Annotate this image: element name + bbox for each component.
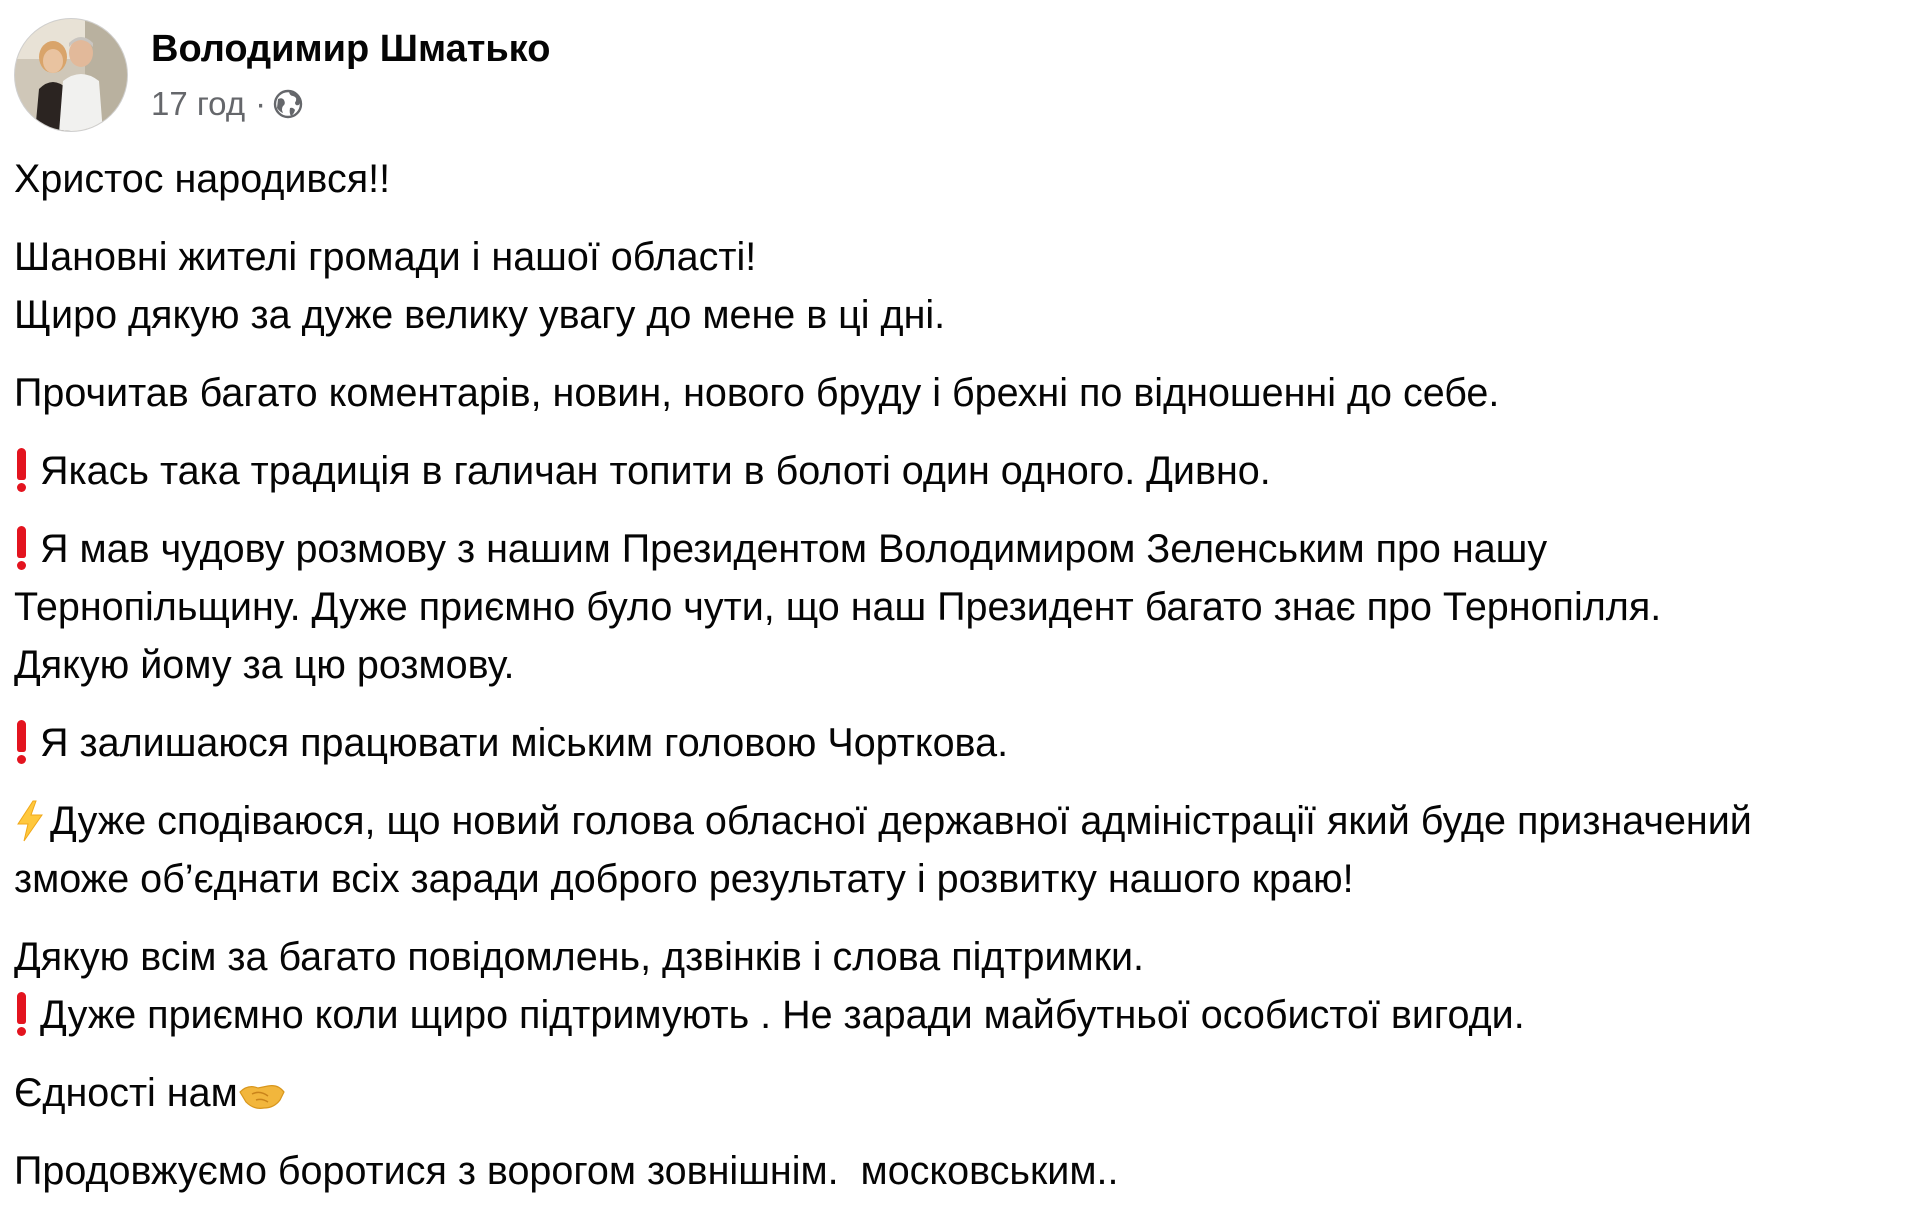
post-paragraph: [14, 442, 1914, 500]
post-text-line: Дякую всім за багато повідомлень, дзвінків і слова підтримки.: [14, 935, 1145, 979]
post-text-line: Дякую йому за цю розмову.: [14, 643, 515, 687]
exclamation-icon: [14, 448, 28, 492]
avatar-photo: [15, 19, 128, 132]
post-text-line-with-emoji: [14, 714, 1914, 772]
lightning-icon: [14, 800, 46, 842]
post-text-line: Христос народився!!: [14, 157, 391, 201]
meta-separator: ·: [255, 85, 267, 122]
post-text-line-with-emoji: [14, 1064, 1914, 1122]
post-meta: [151, 84, 304, 124]
post-text: Якась така традиція в галичан топити в болоті один одного. Дивно.: [40, 449, 1271, 493]
post-text: Я мав чудову розмову з нашим Президентом Володимиром Зеленським про нашу: [40, 527, 1548, 571]
post-paragraph: [14, 364, 1914, 422]
post-text-line-with-emoji: [14, 792, 1914, 850]
post-paragraph: [14, 520, 1914, 694]
post-paragraph: [14, 228, 1914, 344]
globe-icon[interactable]: [272, 88, 304, 120]
handshake-icon: [238, 1076, 286, 1114]
post-paragraph: [14, 928, 1914, 1044]
exclamation-icon: [14, 992, 28, 1036]
post-text-line-with-emoji: [14, 986, 1914, 1044]
exclamation-icon: [14, 526, 28, 570]
post-paragraph: [14, 714, 1914, 772]
exclamation-icon: [14, 720, 28, 764]
post-text: Дуже сподіваюся, що новий голова обласної державної адміністрації який буде призначений: [50, 799, 1752, 843]
post-text-line: зможе об’єднати всіх заради доброго результату і розвитку нашого краю!: [14, 857, 1354, 901]
author-name[interactable]: Володимир Шматько: [151, 28, 551, 70]
post-timestamp[interactable]: 17 год: [151, 85, 246, 122]
post-text: Дуже приємно коли щиро підтримують . Не заради майбутньої особистої вигоди.: [40, 993, 1525, 1037]
post-text-line: Шановні жителі громади і нашої області!: [14, 235, 757, 279]
post-header: [14, 18, 914, 134]
post-text: Я залишаюся працювати міським головою Чорткова.: [40, 721, 1009, 765]
post-paragraph: [14, 1064, 1914, 1122]
author-avatar[interactable]: [14, 18, 128, 132]
post-text-line: Щиро дякую за дуже велику увагу до мене в ці дні.: [14, 293, 946, 337]
post-paragraph: [14, 1142, 1914, 1200]
post-text: Єдності нам: [14, 1071, 238, 1115]
post-text-line: Прочитав багато коментарів, новин, нового бруду і брехні по відношенні до себе.: [14, 371, 1500, 415]
post-body: [14, 150, 1914, 1220]
post-text-line: Продовжуємо боротися з ворогом зовнішнім. московським..: [14, 1149, 1119, 1193]
post-text-line: Тернопільщину. Дуже приємно було чути, що наш Президент багато знає про Тернопілля.: [14, 585, 1662, 629]
post-paragraph: [14, 150, 1914, 208]
post-paragraph: [14, 792, 1914, 908]
post-text-line-with-emoji: [14, 520, 1914, 578]
post-text-line-with-emoji: [14, 442, 1914, 500]
